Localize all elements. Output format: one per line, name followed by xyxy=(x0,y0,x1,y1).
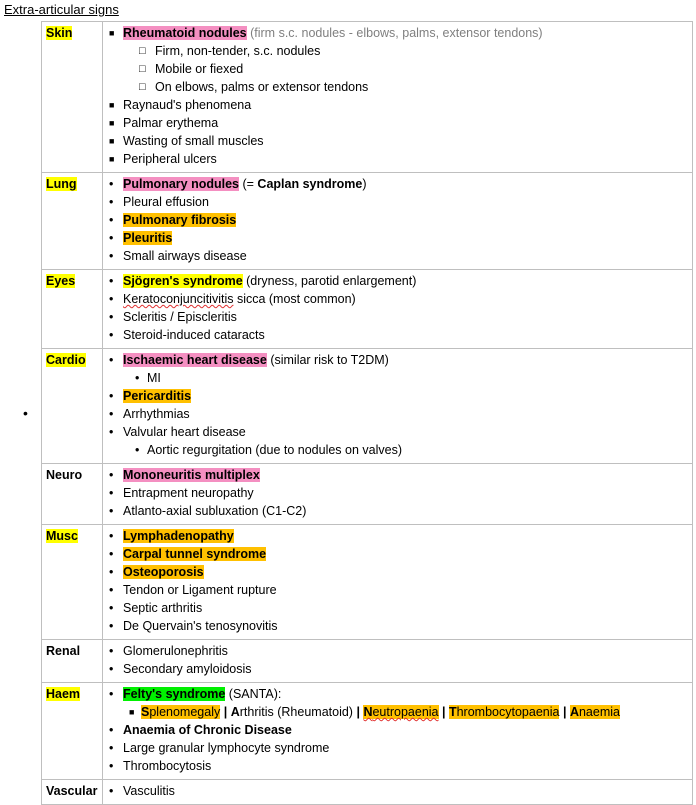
list-item: • Steroid-induced cataracts xyxy=(109,328,265,342)
list-item: • Osteoporosis xyxy=(109,565,204,579)
list-item: • Pericarditis xyxy=(109,389,192,403)
list-item: • Felty's syndrome (SANTA): xyxy=(109,687,282,701)
list-item: • Valvular heart disease xyxy=(109,425,246,439)
row-musc xyxy=(1,525,693,640)
row-lung xyxy=(1,173,693,270)
list-item: • De Quervain's tenosynovitis xyxy=(109,619,278,633)
page-title: Extra-articular signs xyxy=(4,2,119,17)
list-item: • Carpal tunnel syndrome xyxy=(109,547,267,561)
content-eyes xyxy=(103,270,693,349)
list-item: ■ Peripheral ulcers xyxy=(109,152,217,166)
content-lung xyxy=(103,173,693,270)
list-item: • Mononeuritis multiplex xyxy=(109,468,260,482)
list-item: • Entrapment neuropathy xyxy=(109,486,254,500)
list-item: □ On elbows, palms or extensor tendons xyxy=(139,80,369,94)
list-item: • Thrombocytosis xyxy=(109,759,212,773)
row-vascular xyxy=(1,780,693,805)
content-skin xyxy=(103,22,693,173)
list-item: • Lymphadenopathy xyxy=(109,529,234,543)
list-item: • Pulmonary fibrosis xyxy=(109,213,237,227)
category-haem: Haem xyxy=(42,683,103,780)
side-bullet: • xyxy=(23,404,28,421)
list-item: • Large granular lymphocyte syndrome xyxy=(109,741,330,755)
list-item: • Anaemia of Chronic Disease xyxy=(109,723,292,737)
row-cardio xyxy=(1,349,693,464)
category-lung: Lung xyxy=(42,173,103,270)
list-item: ■ Rheumatoid nodules (firm s.c. nodules - elbows, palms, extensor tendons) xyxy=(109,26,543,40)
list-item: • Arrhythmias xyxy=(109,407,190,421)
list-item: ■ Raynaud's phenomena xyxy=(109,98,252,112)
extra-articular-table xyxy=(1,21,693,805)
side-column xyxy=(1,22,42,805)
row-neuro xyxy=(1,464,693,525)
list-item: • Atlanto-axial subluxation (C1-C2) xyxy=(109,504,307,518)
list-item: • Glomerulonephritis xyxy=(109,644,228,658)
content-renal xyxy=(103,640,693,683)
category-vascular: Vascular xyxy=(42,780,103,805)
category-renal: Renal xyxy=(42,640,103,683)
list-item: • Septic arthritis xyxy=(109,601,203,615)
row-renal xyxy=(1,640,693,683)
content-cardio xyxy=(103,349,693,464)
list-item: • Sjögren's syndrome (dryness, parotid enlargement) xyxy=(109,274,417,288)
list-item: • MI xyxy=(135,371,161,385)
category-neuro: Neuro xyxy=(42,464,103,525)
list-item: □ Firm, non-tender, s.c. nodules xyxy=(139,44,321,58)
list-item: ■ Palmar erythema xyxy=(109,116,219,130)
list-item: • Aortic regurgitation (due to nodules on valves) xyxy=(135,443,403,457)
list-item: • Vasculitis xyxy=(109,784,175,798)
content-haem xyxy=(103,683,693,780)
list-item: • Small airways disease xyxy=(109,249,247,263)
list-item: □ Mobile or fiexed xyxy=(139,62,244,76)
content-vascular xyxy=(103,780,693,805)
list-item: • Pleuritis xyxy=(109,231,173,245)
list-item: • Ischaemic heart disease (similar risk to T2DM) xyxy=(109,353,389,367)
row-skin xyxy=(1,22,693,173)
santa-list-item: ■ Splenomegaly | Arthritis (Rheumatoid) | Neutropaenia | Thrombocytopaenia | Anaemia xyxy=(129,705,620,719)
category-musc: Musc xyxy=(42,525,103,640)
content-musc xyxy=(103,525,693,640)
list-item: • Keratoconjuncitivitis sicca (most common) xyxy=(109,292,356,306)
row-eyes xyxy=(1,270,693,349)
list-item: • Secondary amyloidosis xyxy=(109,662,252,676)
list-item: • Scleritis / Episcleritis xyxy=(109,310,237,324)
list-item: • Pulmonary nodules (= Caplan syndrome) xyxy=(109,177,367,191)
category-cardio: Cardio xyxy=(42,349,103,464)
content-neuro xyxy=(103,464,693,525)
list-item: ■ Wasting of small muscles xyxy=(109,134,264,148)
row-haem xyxy=(1,683,693,780)
category-eyes: Eyes xyxy=(42,270,103,349)
list-item: • Pleural effusion xyxy=(109,195,209,209)
list-item: • Tendon or Ligament rupture xyxy=(109,583,277,597)
category-skin: Skin xyxy=(42,22,103,173)
